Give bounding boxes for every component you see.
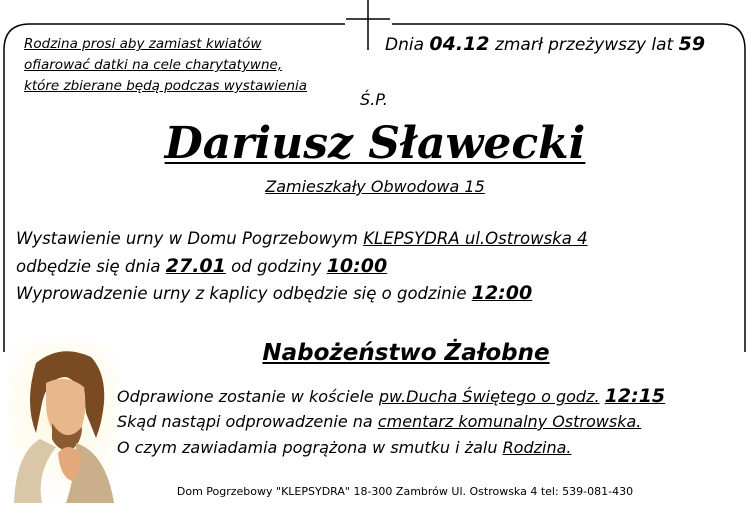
viewing-date: 27.01 [165,255,226,277]
honorific: Ś.P. [360,90,388,109]
praying-figure-image [6,343,122,503]
note-line-3: które zbierane będą podczas wystawienia [24,78,308,94]
death-prefix: Dnia [385,35,425,55]
death-age: 59 [678,33,706,55]
family-signature: Rodzina. [502,438,572,457]
service-line-2 [117,412,641,431]
death-date: 04.12 [429,33,490,55]
viewing-place: KLEPSYDRA ul.Ostrowska 4 [363,229,588,248]
service-line-1-text: Odprawione zostanie w kościele [117,387,374,406]
viewing-line-3 [16,282,532,304]
viewing-line-1 [16,229,588,248]
residence: Zamieszkały Obwodowa 15 [265,177,485,196]
death-info [385,33,705,55]
viewing-line-2 [16,255,387,277]
viewing-line-2-prefix: odbędzie się dnia [16,257,161,276]
church-name: pw.Ducha Świętego o godz. [378,387,600,406]
service-heading: Nabożeństwo Żałobne [262,340,550,366]
death-middle: zmarł przeżywszy lat [494,35,674,55]
viewing-line-3-text: Wyprowadzenie urny z kaplicy odbędzie się o godzinie [16,284,467,303]
funeral-home-footer: Dom Pogrzebowy "KLEPSYDRA" 18-300 Zambrów Ul. Ostrowska 4 tel: 539-081-430 [176,485,634,498]
note-line-2: ofiarować datki na cele charytatywne, [24,57,283,73]
service-time: 12:15 [604,385,666,407]
service-line-3-text: O czym zawiadamia pogrążona w smutku i żalu [117,438,498,457]
service-line-3 [117,438,572,457]
note-line-1: Rodzina prosi aby zamiast kwiatów [24,36,262,52]
service-line-2-text: Skąd nastąpi odprowadzenie na [117,412,373,431]
procession-time: 12:00 [471,282,533,304]
deceased-name: Dariusz Sławecki [164,118,586,169]
cross-icon [346,0,390,50]
cemetery-name: cmentarz komunalny Ostrowska. [377,412,642,431]
service-line-1 [117,385,665,407]
viewing-line-2-middle: od godziny [231,257,322,276]
viewing-line-1-text: Wystawienie urny w Domu Pogrzebowym [16,229,358,248]
viewing-time: 10:00 [326,255,388,277]
